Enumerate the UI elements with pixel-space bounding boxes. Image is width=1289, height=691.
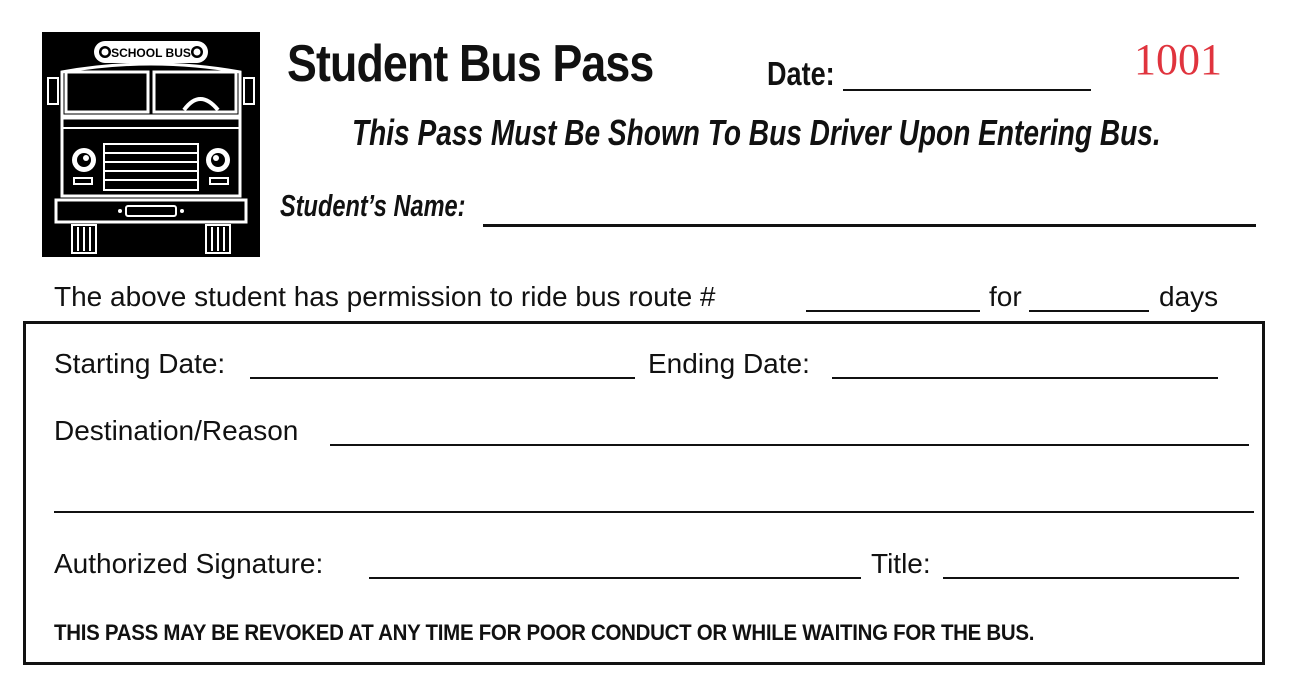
- starting-date-field-line[interactable]: [250, 377, 635, 379]
- days-field-line[interactable]: [1029, 310, 1149, 312]
- route-number-field-line[interactable]: [806, 310, 980, 312]
- student-name-field-line[interactable]: [483, 224, 1256, 227]
- date-label: Date:: [767, 55, 835, 92]
- pass-title: Student Bus Pass: [287, 35, 654, 93]
- school-bus-logo: [42, 32, 260, 257]
- for-label: for: [989, 281, 1022, 312]
- ending-date-label: Ending Date:: [648, 348, 810, 379]
- ending-date-field-line[interactable]: [832, 377, 1218, 379]
- permission-text: The above student has permission to ride bus route #: [54, 281, 716, 312]
- school-bus-icon: [42, 32, 260, 257]
- destination-field-line[interactable]: [330, 444, 1249, 446]
- destination-label: Destination/Reason: [54, 415, 299, 446]
- logo-text: SCHOOL BUS: [111, 46, 191, 60]
- signature-field-line[interactable]: [369, 577, 861, 579]
- serial-number: 1001: [1134, 35, 1222, 84]
- date-field-line[interactable]: [843, 89, 1091, 91]
- days-label: days: [1159, 281, 1219, 312]
- destination-extra-line[interactable]: [54, 511, 1254, 513]
- starting-date-label: Starting Date:: [54, 348, 226, 379]
- revocation-notice: THIS PASS MAY BE REVOKED AT ANY TIME FOR POOR CONDUCT OR WHILE WAITING FOR THE BUS.: [54, 620, 1035, 645]
- instruction-text: This Pass Must Be Shown To Bus Driver Upon Entering Bus.: [352, 112, 1161, 153]
- title-field-line[interactable]: [943, 577, 1239, 579]
- signature-label: Authorized Signature:: [54, 548, 324, 579]
- student-name-label: Student’s Name:: [280, 188, 466, 223]
- title-label: Title:: [871, 548, 931, 579]
